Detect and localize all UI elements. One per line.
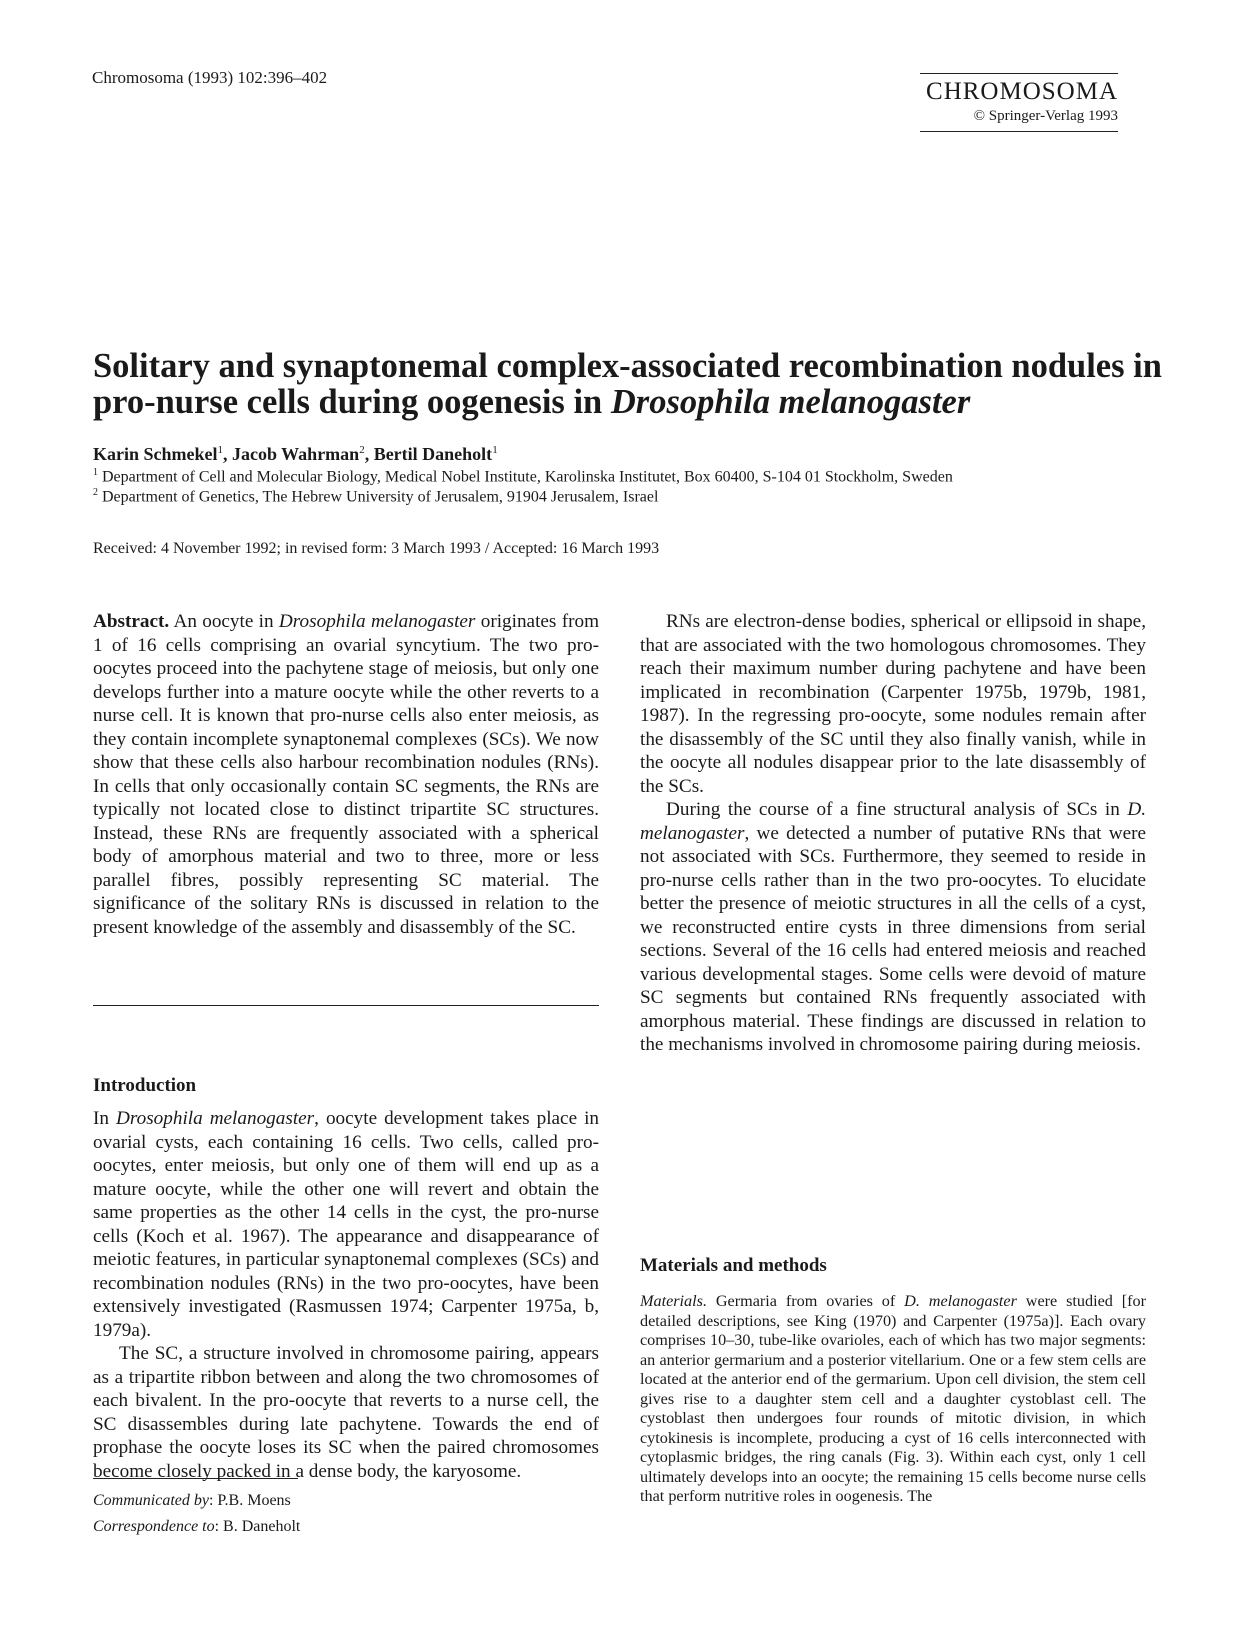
received-dates: Received: 4 November 1992; in revised form: 3 March 1993 / Accepted: 16 March 1993 <box>93 540 660 557</box>
author-name: Karin Schmekel <box>93 444 218 464</box>
abstract-text: originates from 1 of 16 cells comprising an ovarial syncytium. The two pro-oocytes proceed into the pachytene stage of meiosis, but only one develops further into a mature oocyte while the other reverts to a nurse cell. It is known that pro-nurse cells also enter meiosis, as they contain incomplete synaptonemal complexes (SCs). We now show that these cells also harbour recombination nodules (RNs). In cells that only occasionally contain SC segments, the RNs are typically not located close to distinct tripartite SC structures. Instead, these RNs are frequently associated with a spherical body of amorphous material and two to three, more or less parallel fibres, possibly representing SC material. The significance of the solitary RNs is discussed in relation to the present knowledge of the assembly and disassembly of the SC. <box>93 611 599 938</box>
materials-heading: Materials and methods <box>640 1255 827 1276</box>
abstract-label: Abstract. <box>93 611 170 632</box>
introduction-heading: Introduction <box>93 1075 197 1096</box>
communicated-by: Communicated by: P.B. Moens <box>93 1492 291 1509</box>
abstract <box>93 610 599 939</box>
journal-name: CHROMOSOMA <box>926 78 1118 105</box>
paragraph: The SC, a structure involved in chromosome pairing, appears as a tripartite ribbon between and along the two chromosomes of each bivalent. In the pro-oocyte that reverts to a nurse cell, the SC disassembles during late pachytene. Towards the end of prophase the oocyte loses its SC when the paired chromosomes become closely packed in a dense body, the karyosome. <box>93 1343 599 1482</box>
affiliation-mark: 1 <box>93 467 98 478</box>
paragraph: In Drosophila melanogaster, oocyte development takes place in ovarial cysts, each containing 16 cells. Two cells, called pro-oocytes, enter meiosis, but only one of them will end up as a mature oocyte, while the other one will revert and obtain the same properties as the other 14 cells in the cyst, the pro-nurse cells (Koch et al. 1967). The appearance and disappearance of meiotic features, in particular synaptonemal complexes (SCs) and recombination nodules (RNs) in the two pro-oocytes, have been extensively investigated (Rasmussen 1974; Carpenter 1975a, b, 1979a). <box>93 1108 600 1341</box>
affiliation-text: Department of Cell and Molecular Biology, Medical Nobel Institute, Karolinska Institutet, Box 60400, S-104 01 Stockholm, Sweden <box>102 468 953 486</box>
paragraph: During the course of a fine structural analysis of SCs in D. melanogaster, we detected a number of putative RNs that were not associated with SCs. Furthermore, they seemed to reside in pro-nurse cells rather than in the two pro-oocytes. To elucidate better the presence of meiotic structures in all the cells of a cyst, we reconstructed entire cysts in three dimensions from serial sections. Several of the 16 cells had entered meiosis and reached various developmental stages. Some cells were devoid of mature SC segments but contained RNs frequently associated with amorphous material. These findings are discussed in relation to the mechanisms involved in chromosome pairing during meiosis. <box>640 799 1146 1055</box>
article-title <box>93 348 1173 420</box>
journal-citation: Chromosoma (1993) 102:396–402 <box>92 68 328 87</box>
introduction-right-column <box>640 610 1146 1057</box>
abstract-divider <box>93 1005 599 1006</box>
author-affil-mark: 1 <box>492 444 498 456</box>
affiliation-text: Department of Genetics, The Hebrew University of Jerusalem, 91904 Jerusalem, Israel <box>102 488 659 506</box>
affiliation-mark: 2 <box>93 487 98 498</box>
title-species: Drosophila melanogaster <box>610 383 971 421</box>
journal-banner <box>920 73 1118 132</box>
publisher-line: © Springer-Verlag 1993 <box>973 108 1118 124</box>
introduction-left-column <box>93 1107 600 1482</box>
title-text: Solitary and synaptonemal complex-associated recombination nodules in pro-nurse cells during oogenesis in <box>93 347 1162 421</box>
abstract-species: Drosophila melanogaster <box>278 611 476 632</box>
author-affil-mark: 1 <box>217 444 223 456</box>
author-list: Karin Schmekel$^1$, Jacob Wahrman$^2$, Bertil Daneholt$^1$ <box>93 444 498 464</box>
correspondence-to: Correspondence to: B. Daneholt <box>93 1518 301 1535</box>
affiliation <box>93 483 658 507</box>
abstract-text: An oocyte in <box>169 611 279 632</box>
materials-text: Materials. Germaria from ovaries of D. melanogaster were studied [for detailed descriptions, see King (1970) and Carpenter (1975a)]. Each ovary comprises 10–30, tube-like ovarioles, each of which has two major segments: an anterior germarium and a posterior vitellarium. One or a few stem cells are located at the anterior end of the germarium. Upon cell division, the stem cell gives rise to a daughter stem cell and a daughter cystoblast cell. The cystoblast then undergoes four rounds of mitotic division, in which cytokinesis is incomplete, producing a cyst of 16 cells interconnected with cytoplasmic bridges, the ring canals (Fig. 3). Within each cyst, only 1 cell ultimately develops into an oocyte; the remaining 15 cells become nurse cells that perform nutritive roles in oogenesis. The <box>640 1292 1146 1505</box>
author-affil-mark: 2 <box>359 444 365 456</box>
materials-label: Materials. <box>640 1292 707 1310</box>
paragraph: RNs are electron-dense bodies, spherical or ellipsoid in shape, that are associated with the two homologous chromosomes. They reach their maximum number during pachytene and have been implicated in recombination (Carpenter 1975b, 1979b, 1981, 1987). In the regressing pro-oocyte, some nodules remain after the disassembly of the SC until they also finally vanish, while in the oocyte all nodules disappear prior to the late disassembly of the SCs. <box>640 611 1146 797</box>
author-name: Bertil Daneholt <box>373 444 493 464</box>
author-name: Jacob Wahrman <box>232 444 360 464</box>
footnote-divider <box>93 1478 298 1479</box>
